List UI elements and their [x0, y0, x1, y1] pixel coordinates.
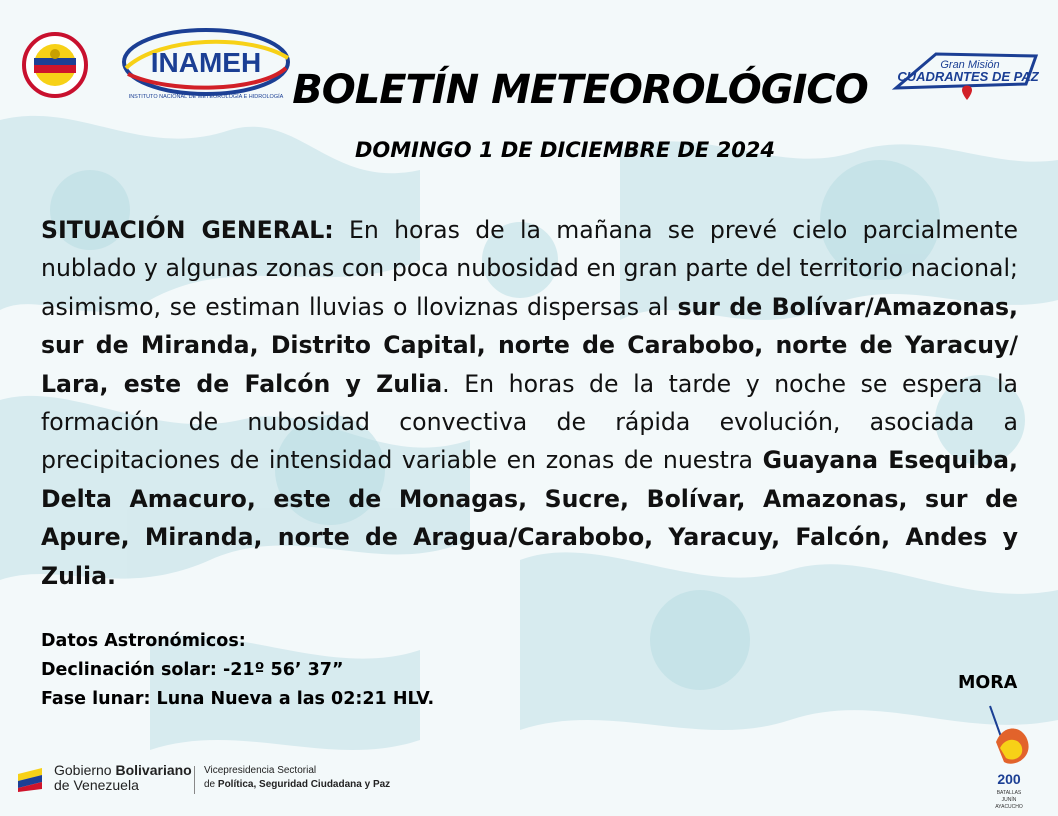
situacion-lead: SITUACIÓN GENERAL:	[41, 216, 334, 244]
astro-heading: Datos Astronómicos:	[41, 631, 246, 651]
moon-phase: Fase lunar: Luna Nueva a las 02:21 HLV.	[41, 689, 435, 709]
bulletin-date: DOMINGO 1 DE DICIEMBRE DE 2024	[354, 138, 776, 162]
situacion-regions-morning: sur de Bolívar/Amazonas, sur de Miranda, Distrito Capital, norte de Carabobo, norte de Yaracuy/ Lara, este de Falcón y Zulia	[41, 292, 1018, 398]
ministerio-seal-logo	[18, 32, 92, 98]
svg-text:BATALLAS: BATALLAS	[996, 790, 1022, 796]
gobierno-text: Gobierno Bolivariano de Venezuela	[54, 762, 192, 793]
vicepresidencia-text: Vicepresidencia Sectorial de Política, Seguridad Ciudadana y Paz	[204, 765, 391, 790]
forecaster-signature: MORA	[958, 673, 1018, 693]
situacion-general-paragraph	[41, 211, 1018, 595]
cuadrantes-line1: Gran Misión	[940, 59, 1000, 71]
astronomical-data	[41, 627, 641, 714]
situacion-text-1: En horas de la mañana se prevé cielo parcialmente nublado y algunas zonas con poca nubosidad en gran parte del territorio nacional; asimismo, se estiman lluvias o lloviznas dispersas al	[41, 216, 1018, 321]
bulletin-title: BOLETÍN METEOROLÓGICO	[292, 67, 868, 113]
solar-declination: Declinación solar: -21º 56’ 37”	[41, 660, 344, 680]
situacion-text-2: . En horas de la tarde y noche se espera la formación de nubosidad convectiva de rápida evolución, asociada a precipitaciones de intensidad variable en zonas de nuestra	[41, 369, 1018, 475]
inameh-wordmark: INAMEH	[150, 47, 262, 78]
footer-divider	[194, 766, 195, 794]
map-pin-icon	[962, 86, 972, 101]
cuadrantes-line2: CUADRANTES DE PAZ	[897, 69, 1039, 84]
inameh-subtitle: INSTITUTO NACIONAL DE METEOROLOGÍA E HIDROLOGÍA	[128, 94, 284, 100]
venezuela-flag-icon	[16, 766, 44, 792]
svg-text:200: 200	[997, 771, 1021, 787]
gobierno-bolivariano-footer	[14, 760, 394, 796]
svg-text:JUNÍN: JUNÍN	[1001, 797, 1017, 803]
svg-text:AYACUCHO: AYACUCHO	[995, 804, 1023, 810]
situacion-regions-afternoon: Guayana Esequiba, Delta Amacuro, este de Monagas, Sucre, Bolívar, Amazonas, sur de Apure, Miranda, norte de Aragua/Carabobo, Yaracuy, Falcón, Andes y Zulia.	[41, 446, 1018, 590]
bicentenario-emblem	[984, 702, 1034, 812]
